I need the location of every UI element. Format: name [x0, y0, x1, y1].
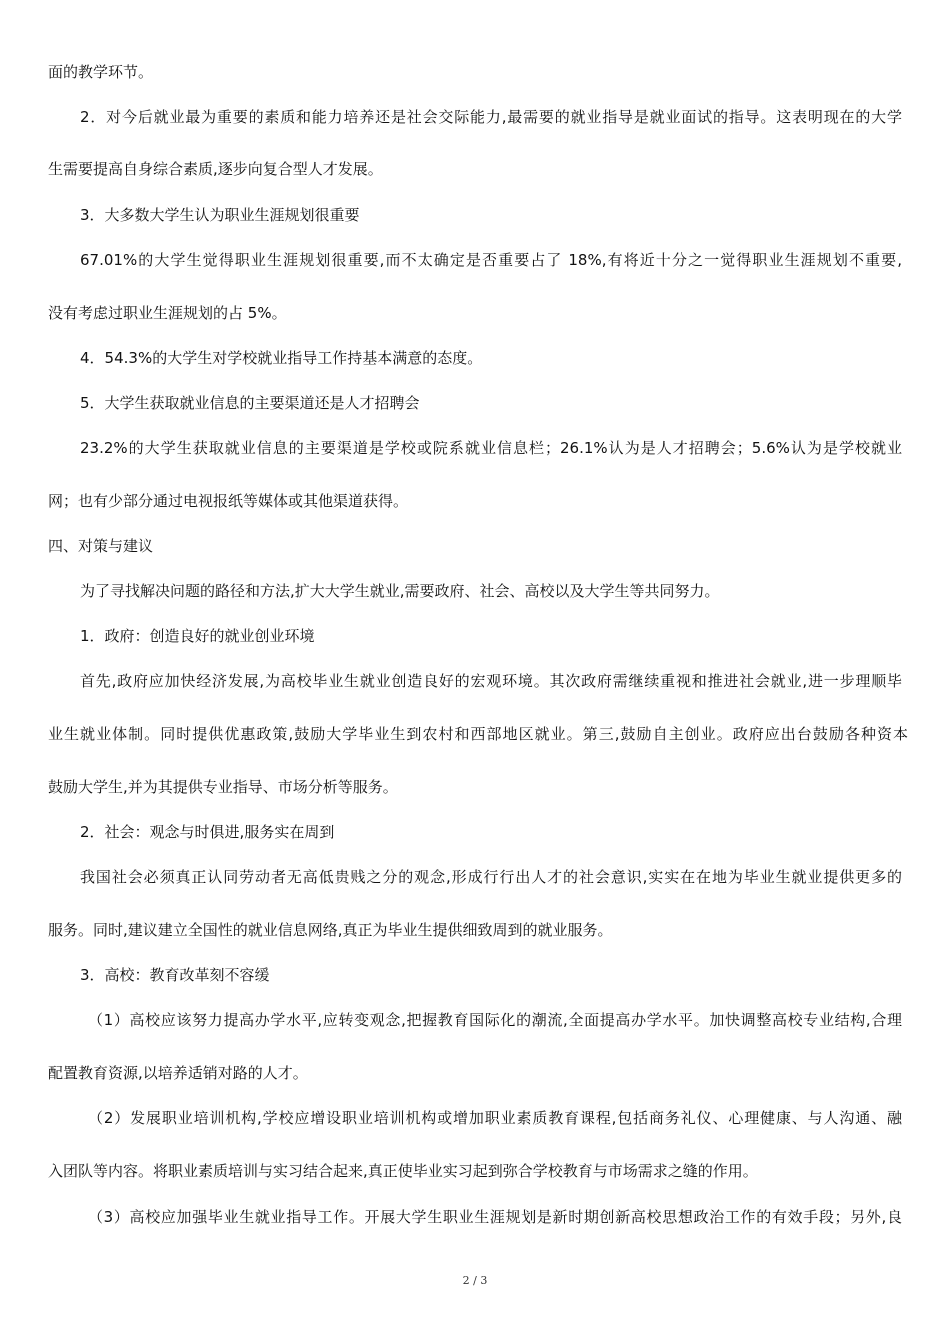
paragraph-line: 2．社会：观念与时俱进,服务实在周到 [80, 823, 335, 841]
paragraph-line: 67.01%的大学生觉得职业生涯规划很重要,而不太确定是否重要占了 18%,有将近十分之一觉得职业生涯规划不重要, [80, 251, 902, 269]
paragraph-line: 1．政府：创造良好的就业创业环境 [80, 627, 315, 645]
paragraph-line: 5．大学生获取就业信息的主要渠道还是人才招聘会 [80, 394, 420, 412]
paragraph-line: 2．对今后就业最为重要的素质和能力培养还是社会交际能力,最需要的就业指导是就业面试的指导。这表明现在的大学 [80, 108, 902, 126]
paragraph-line: 入团队等内容。将职业素质培训与实习结合起来,真正使毕业实习起到弥合学校教育与市场需求之缝的作用。 [48, 1162, 758, 1180]
section-heading: 四、对策与建议 [48, 537, 154, 555]
paragraph-line: 网；也有少部分通过电视报纸等媒体或其他渠道获得。 [48, 492, 409, 510]
paragraph-line: 生需要提高自身综合素质,逐步向复合型人才发展。 [48, 160, 383, 178]
paragraph-line: （2）发展职业培训机构,学校应增设职业培训机构或增加职业素质教育课程,包括商务礼仪、心理健康、与人沟通、融 [88, 1109, 902, 1127]
paragraph-line: 业生就业体制。同时提供优惠政策,鼓励大学毕业生到农村和西部地区就业。第三,鼓励自主创业。政府应出台鼓励各种资本 [48, 725, 908, 743]
paragraph-line: 我国社会必须真正认同劳动者无高低贵贱之分的观念,形成行行出人才的社会意识,实实在在地为毕业生就业提供更多的 [80, 868, 902, 886]
paragraph-line: 面的教学环节。 [48, 63, 154, 81]
paragraph-line: 为了寻找解决问题的路径和方法,扩大大学生就业,需要政府、社会、高校以及大学生等共同努力。 [80, 582, 720, 600]
paragraph-line: 3．高校：教育改革刻不容缓 [80, 966, 270, 984]
paragraph-line: 配置教育资源,以培养适销对路的人才。 [48, 1064, 308, 1082]
page-number: 2 / 3 [462, 1274, 488, 1287]
paragraph-line: 首先,政府应加快经济发展,为高校毕业生就业创造良好的宏观环境。其次政府需继续重视和推进社会就业,进一步理顺毕 [80, 672, 902, 690]
paragraph-line: 4．54.3%的大学生对学校就业指导工作持基本满意的态度。 [80, 349, 483, 367]
paragraph-line: 鼓励大学生,并为其提供专业指导、市场分析等服务。 [48, 778, 398, 796]
paragraph-line: 没有考虑过职业生涯规划的占 5%。 [48, 304, 287, 322]
paragraph-line: （1）高校应该努力提高办学水平,应转变观念,把握教育国际化的潮流,全面提高办学水平。加快调整高校专业结构,合理 [88, 1011, 902, 1029]
paragraph-line: 服务。同时,建议建立全国性的就业信息网络,真正为毕业生提供细致周到的就业服务。 [48, 921, 613, 939]
paragraph-line: （3）高校应加强毕业生就业指导工作。开展大学生职业生涯规划是新时期创新高校思想政治工作的有效手段；另外,良 [88, 1208, 902, 1226]
paragraph-line: 23.2%的大学生获取就业信息的主要渠道是学校或院系就业信息栏；26.1%认为是人才招聘会；5.6%认为是学校就业 [80, 439, 902, 457]
paragraph-line: 3．大多数大学生认为职业生涯规划很重要 [80, 206, 360, 224]
